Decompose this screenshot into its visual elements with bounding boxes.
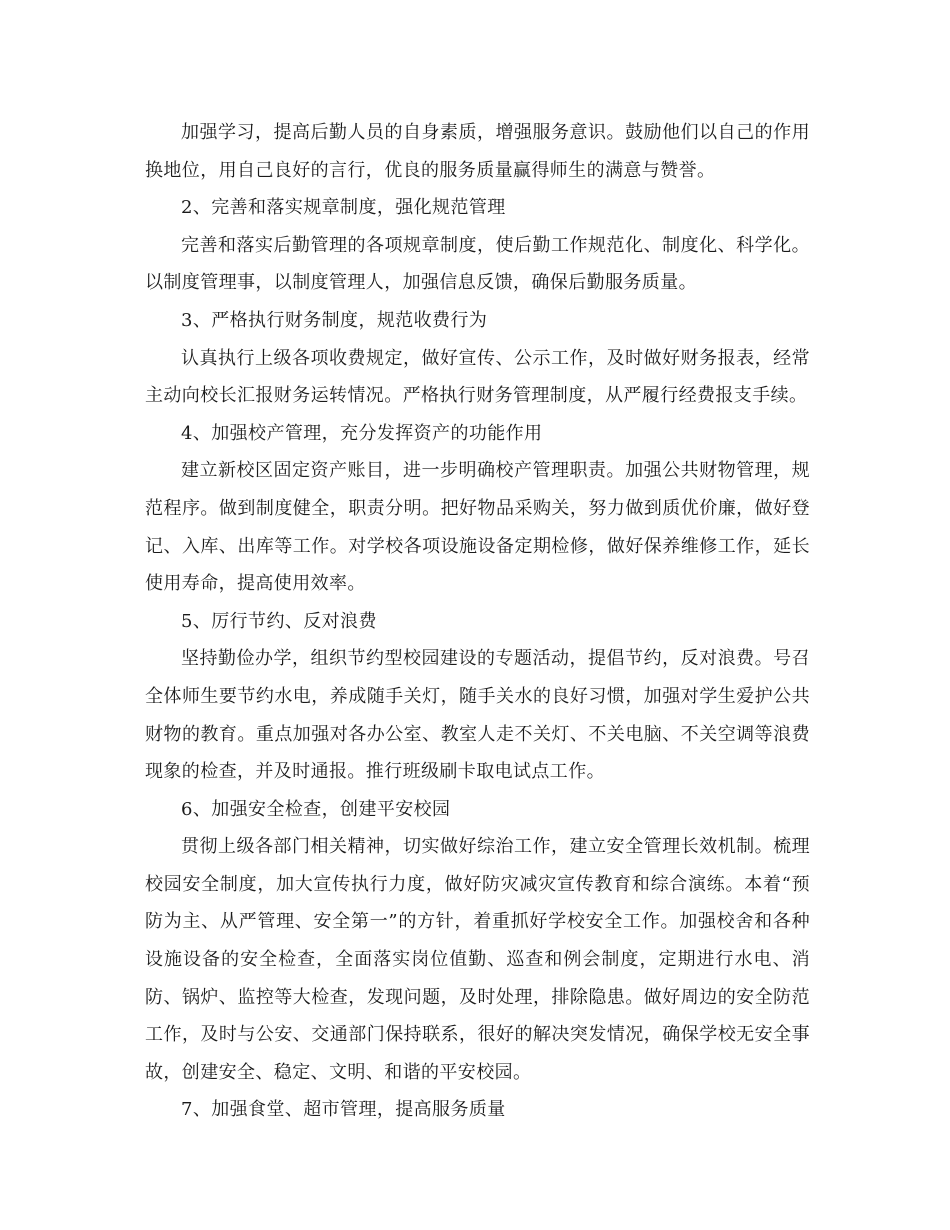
paragraph-thrift: 坚持勤俭办学，组织节约型校园建设的专题活动，提倡节约，反对浪费。号召全体师生要节约水电，养成随手关灯，随手关水的良好习惯，加强对学生爱护公共财物的教育。重点加强对各办公室、教室人走不关灯、不关电脑、不关空调等浪费现象的检查，并及时通报。推行班级刷卡取电试点工作。 — [145, 648, 810, 783]
paragraph-finance: 认真执行上级各项收费规定，做好宣传、公示工作，及时做好财务报表，经常主动向校长汇报财务运转情况。严格执行财务管理制度，从严履行经费报支手续。 — [145, 347, 810, 407]
heading-canteen: 7、加强食堂、超市管理，提高服务质量 — [181, 1099, 506, 1121]
paragraph-regulations: 完善和落实后勤管理的各项规章制度，使后勤工作规范化、制度化、科学化。以制度管理事，以制度管理人，加强信息反馈，确保后勤服务质量。 — [145, 234, 810, 294]
heading-safety: 6、加强安全检查，创建平安校园 — [181, 798, 451, 820]
paragraph-assets: 建立新校区固定资产账目，进一步明确校产管理职责。加强公共财物管理，规范程序。做到制度健全，职责分明。把好物品采购关，努力做到质优价廉，做好登记、入库、出库等工作。对学校各项设施设备定期检修，做好保养维修工作，延长使用寿命，提高使用效率。 — [145, 460, 810, 595]
heading-finance: 3、严格执行财务制度，规范收费行为 — [181, 309, 488, 331]
paragraph-safety: 贯彻上级各部门相关精神，切实做好综治工作，建立安全管理长效机制。梳理校园安全制度，加大宣传执行力度，做好防灾减灾宣传教育和综合演练。本着“预防为主、从严管理、安全第一”的方针，着重抓好学校安全工作。加强校舍和各种设施设备的安全检查，全面落实岗位值勤、巡查和例会制度，定期进行水电、消防、锅炉、监控等大检查，发现问题，及时处理，排除隐患。做好周边的安全防范工作，及时与公安、交通部门保持联系，很好的解决突发情况，确保学校无安全事故，创建安全、稳定、文明、和谐的平安校园。 — [145, 836, 810, 1083]
document-page — [145, 114, 810, 1129]
heading-assets: 4、加强校产管理，充分发挥资产的功能作用 — [181, 422, 543, 444]
heading-regulations: 2、完善和落实规章制度，强化规范管理 — [181, 197, 506, 219]
heading-thrift: 5、厉行节约、反对浪费 — [181, 610, 377, 632]
paragraph-staff-training: 加强学习，提高后勤人员的自身素质，增强服务意识。鼓励他们以自己的作用换地位，用自己良好的言行，优良的服务质量赢得师生的满意与赞誉。 — [145, 122, 810, 181]
